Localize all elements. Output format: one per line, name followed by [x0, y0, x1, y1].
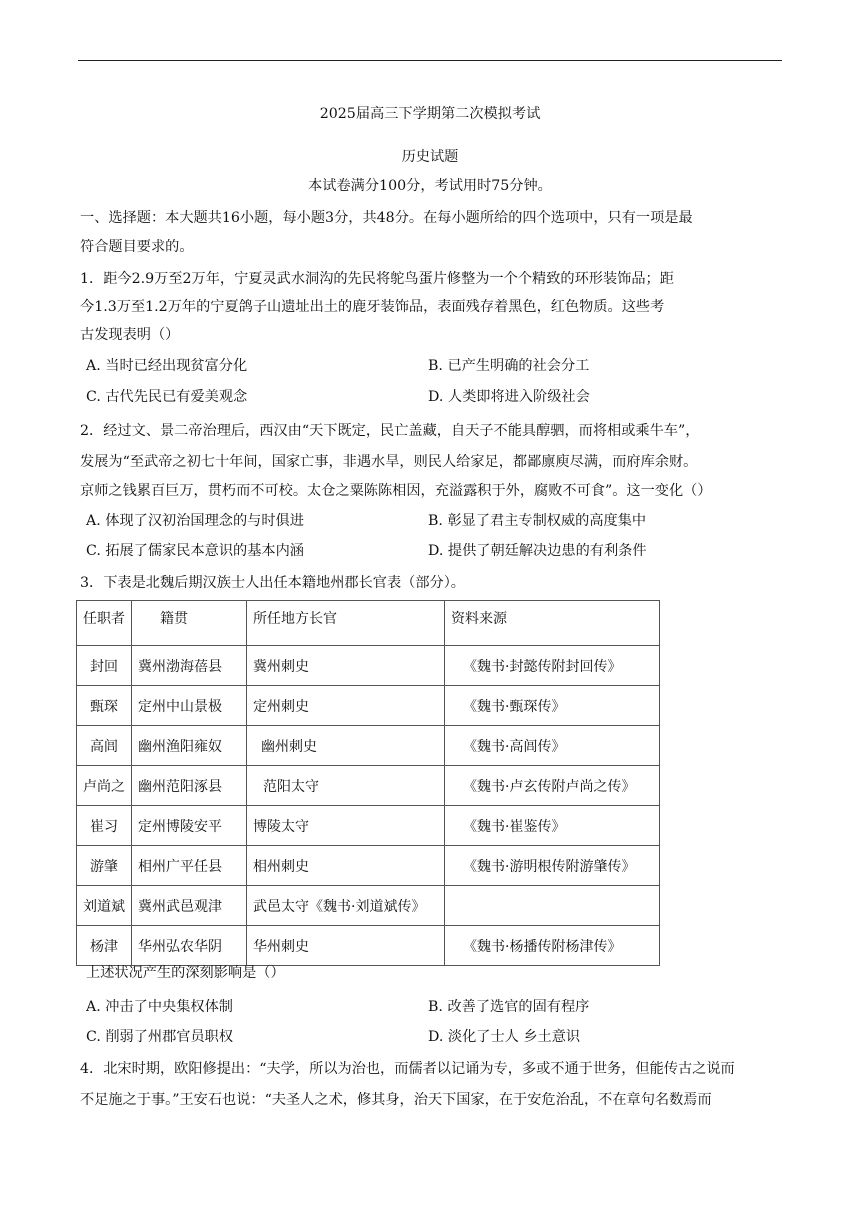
header-rule	[78, 60, 782, 61]
table-row	[77, 886, 660, 926]
header-cell: 任职者	[77, 601, 132, 646]
table-cell: 卢尚之	[77, 766, 132, 806]
section-heading: 一、选择题：本大题共16小题，每小题3分，共48分。在每小题所给的四个选项中，只有一项是最	[80, 210, 693, 226]
exam-title: 2025届高三下学期第二次模拟考试	[319, 106, 541, 122]
table-row	[77, 926, 660, 966]
option-a[interactable]: A. 体现了汉初治国理念的与时俱进	[86, 513, 304, 529]
option-c[interactable]: C. 拓展了儒家民本意识的基本内涵	[86, 543, 304, 559]
table-cell: 《魏书·崔鉴传》	[445, 806, 660, 846]
table-cell: 崔习	[77, 806, 132, 846]
section-heading-cont: 符合题目要求的。	[80, 239, 194, 255]
table-cell: 《魏书·甄琛传》	[445, 686, 660, 726]
table-cell: 《魏书·卢玄传附卢尚之传》	[445, 766, 660, 806]
subject-title: 历史试题	[401, 149, 459, 165]
table-cell: 博陵太守	[247, 806, 445, 846]
question-text: 4．北宋时期，欧阳修提出：“夫学，所以为治也，而儒者以记诵为专，多或不通于世务，但能传古之说而	[80, 1061, 735, 1077]
table-cell: 定州博陵安平	[132, 806, 247, 846]
table-cell: 刘道斌	[77, 886, 132, 926]
table-cell: 幽州渔阳雍奴	[132, 726, 247, 766]
table-cell: 幽州刺史	[247, 726, 445, 766]
question-text: 不足施之于事。”王安石也说：“夫圣人之术，修其身，治天下国家，在于安危治乱，不在章句名数焉而	[80, 1092, 712, 1108]
question-text: 今1.3万至1.2万年的宁夏鸽子山遗址出土的鹿牙装饰品，表面残存着黑色，红色物质。这些考	[80, 299, 665, 315]
table-cell: 《魏书·高闾传》	[445, 726, 660, 766]
header-cell: 资料来源	[445, 601, 660, 646]
table-cell: 华州弘农华阴	[132, 926, 247, 966]
table-cell	[445, 886, 660, 926]
option-a[interactable]: A. 冲击了中央集权体制	[86, 999, 233, 1015]
table-cell: 相州广平任县	[132, 846, 247, 886]
question-text: 上述状况产生的深刻影响是（）	[86, 965, 285, 981]
table-header-row	[77, 601, 660, 646]
table-row	[77, 646, 660, 686]
table-row	[77, 686, 660, 726]
table-row	[77, 806, 660, 846]
option-a[interactable]: A. 当时已经出现贫富分化	[86, 358, 248, 374]
header-cell: 所任地方长官	[247, 601, 445, 646]
table-cell: 冀州刺史	[247, 646, 445, 686]
table-cell: 范阳太守	[247, 766, 445, 806]
question-text: 古发现表明（）	[80, 327, 180, 343]
officials-table	[76, 600, 660, 966]
table-cell: 封回	[77, 646, 132, 686]
table-cell: 幽州范阳涿县	[132, 766, 247, 806]
table-cell: 高闾	[77, 726, 132, 766]
exam-note: 本试卷满分100分，考试用时75分钟。	[308, 178, 552, 194]
option-d[interactable]: D. 提供了朝廷解决边患的有利条件	[428, 543, 647, 559]
question-text: 京师之钱累百巨万，贯朽而不可校。太仓之粟陈陈相因，充溢露积于外，腐败不可食”。这一变化（）	[80, 483, 712, 499]
table-row	[77, 846, 660, 886]
option-b[interactable]: B. 改善了选官的固有程序	[428, 999, 590, 1015]
option-c[interactable]: C. 削弱了州郡官员职权	[86, 1029, 234, 1045]
question-text: 发展为“至武帝之初七十年间，国家亡事，非遇水旱，则民人给家足，都鄙廪庾尽满，而府库余财。	[80, 454, 698, 470]
table-cell: 《魏书·游明根传附游肇传》	[445, 846, 660, 886]
table-cell: 《魏书·杨播传附杨津传》	[445, 926, 660, 966]
table-row	[77, 766, 660, 806]
table-cell: 《魏书·封懿传附封回传》	[445, 646, 660, 686]
question-text: 2．经过文、景二帝治理后，西汉由“天下既定，民亡盖藏，自天子不能具醇驷，而将相或乘牛车”，	[80, 423, 700, 439]
table-cell: 冀州渤海蓓县	[132, 646, 247, 686]
table-row	[77, 726, 660, 766]
table-cell: 冀州武邑观津	[132, 886, 247, 926]
table-cell: 甄琛	[77, 686, 132, 726]
table-cell: 定州中山景极	[132, 686, 247, 726]
table-cell: 游肇	[77, 846, 132, 886]
table-cell: 定州刺史	[247, 686, 445, 726]
question-text: 1．距今2.9万至2万年，宁夏灵武水洞沟的先民将鸵鸟蛋片修整为一个个精致的环形装饰品；距	[80, 271, 674, 287]
option-b[interactable]: B. 彰显了君主专制权威的高度集中	[428, 513, 647, 529]
header-cell: 籍贯	[132, 601, 247, 646]
table-cell: 相州刺史	[247, 846, 445, 886]
question-3-intro: 3．下表是北魏后期汉族士人出任本籍地州郡长官表（部分）。	[80, 575, 465, 591]
table-cell: 华州刺史	[247, 926, 445, 966]
option-c[interactable]: C. 古代先民已有爱美观念	[86, 389, 248, 405]
option-d[interactable]: D. 人类即将进入阶级社会	[428, 389, 590, 405]
option-d[interactable]: D. 淡化了士人 乡土意识	[428, 1029, 581, 1045]
table-cell: 杨津	[77, 926, 132, 966]
option-b[interactable]: B. 已产生明确的社会分工	[428, 358, 590, 374]
table-cell: 武邑太守《魏书·刘道斌传》	[247, 886, 445, 926]
